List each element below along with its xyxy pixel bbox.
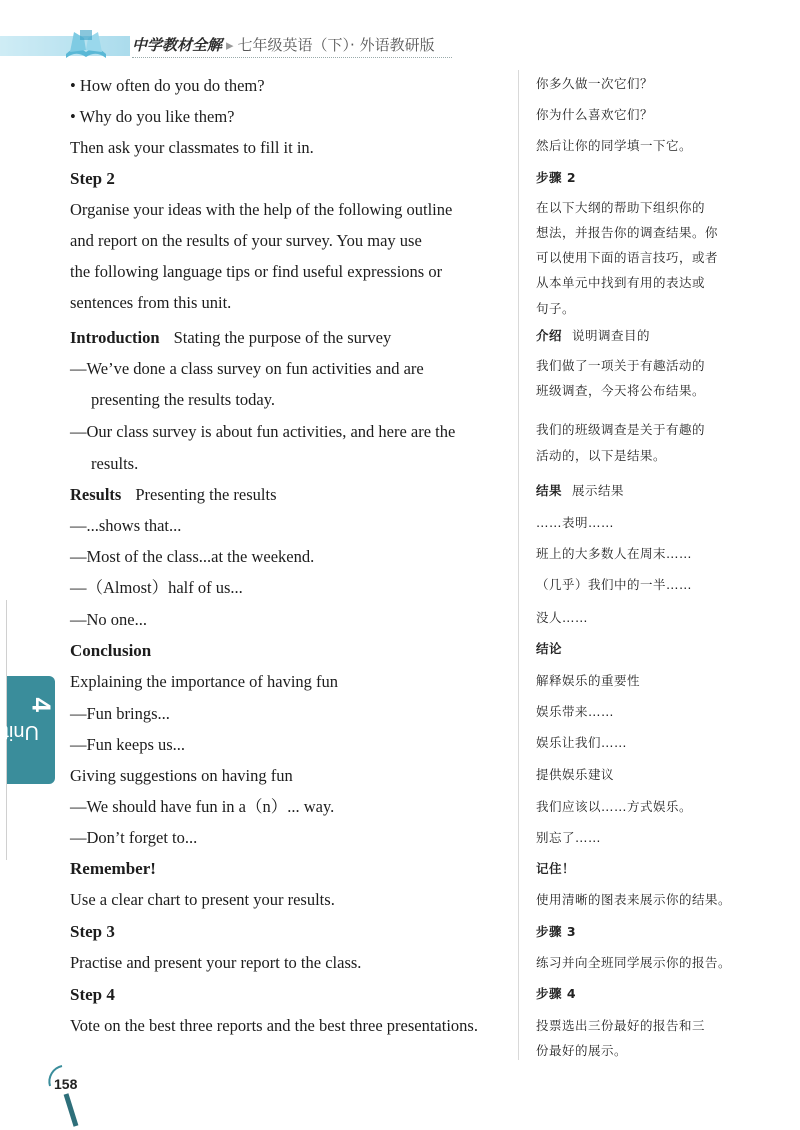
translation-section [536,326,650,346]
translation-line: 我们的班级调查是关于有趣的 [536,422,706,437]
translation-line: 练习并向全班同学展示你的报告。 [536,955,732,970]
translation-line: 娱乐带来…… [536,704,615,719]
page-header [0,0,800,64]
section-heading: Conclusion [70,641,152,660]
section-line [70,328,391,348]
unit-tab [3,676,57,784]
translation-line: 你多久做一次它们？ [536,76,654,91]
text-line: —We’ve done a class survey on fun activities and are [70,359,424,378]
text-line: Use a clear chart to present your results. [70,890,335,909]
section-label: Introduction [70,328,160,347]
unit-number: 4 [26,697,57,712]
text-line: —Fun keeps us... [70,735,186,754]
text-line: —Most of the class...at the weekend. [70,547,315,566]
translation-line: 活动的，以下是结果。 [536,448,667,463]
section-desc: Presenting the results [135,485,277,504]
translation-line: 别忘了…… [536,830,602,845]
translation-heading: 记住！ [536,861,576,876]
translation-line: 班级调查，今天将公布结果。 [536,383,706,398]
translation-heading: 结论 [536,641,563,656]
text-line: presenting the results today. [91,390,276,409]
text-line: and report on the results of your survey. You may use [70,231,422,250]
translation-line: 使用清晰的图表来展示你的结果。 [536,892,732,907]
text-line: —Our class survey is about fun activities, and here are the [70,422,456,441]
header-rule [132,57,452,58]
text-line: • How often do you do them? [70,76,265,95]
translation-line: 我们应该以……方式娱乐。 [536,799,693,814]
text-line: Explaining the importance of having fun [70,672,339,691]
text-line: —We should have fun in a（n）... way. [70,797,335,816]
section-line [70,485,277,505]
text-line: sentences from this unit. [70,293,232,312]
text-line: Giving suggestions on having fun [70,766,293,785]
translation-line: 投票选出三份最好的报告和三 [536,1018,706,1033]
text-line: —Don’t forget to... [70,828,198,847]
translation-heading: 步骤 2 [536,170,577,185]
book-logo-icon [62,26,110,60]
translation-line: 句子。 [536,301,576,316]
translation-line: 提供娱乐建议 [536,767,615,782]
section-desc: Stating the purpose of the survey [173,328,392,347]
text-line: Then ask your classmates to fill it in. [70,138,314,157]
translation-heading: 步骤 4 [536,986,577,1001]
header-title: 中学教材全解 ▸ 七年级英语（下）· 外语教研版 [132,36,435,54]
text-line: Organise your ideas with the help of the following outline [70,200,453,219]
translation-label: 介绍 [536,328,563,343]
translation-label: 结果 [536,483,563,498]
book-title: 中学教材全解 [132,36,223,54]
text-line: Practise and present your report to the class. [70,953,362,972]
translation-line: 娱乐让我们…… [536,735,628,750]
text-line: —...shows that... [70,516,182,535]
translation-line: 想法，并报告你的调查结果。你 [536,225,719,240]
translation-section [536,481,624,501]
translation-line: 在以下大纲的帮助下组织你的 [536,200,706,215]
translation-line: （几乎）我们中的一半…… [536,577,693,592]
page-number [44,1064,80,1100]
step-heading: Step 3 [70,922,115,941]
section-label: Results [70,485,122,504]
translation-desc: 展示结果 [572,483,625,498]
translation-line: 班上的大多数人在周末…… [536,546,693,561]
text-line: Vote on the best three reports and the best three presentations. [70,1016,478,1035]
translation-desc: 说明调查目的 [572,328,651,343]
text-line: —Fun brings... [70,704,170,723]
step-heading: Step 4 [70,985,115,1004]
translation-heading: 步骤 3 [536,924,577,939]
unit-label [3,697,57,758]
translation-line: ……表明…… [536,515,615,530]
text-line: results. [91,454,139,473]
text-line: —（Almost）half of us... [70,578,243,597]
text-line: the following language tips or find useful expressions or [70,262,443,281]
step-heading: Step 2 [70,169,115,188]
translation-line: 然后让你的同学填一下它。 [536,138,693,153]
remember-heading: Remember! [70,859,156,878]
unit-prefix: Unit [3,721,39,743]
translation-line: 从本单元中找到有用的表达或 [536,275,706,290]
book-subtitle: 七年级英语（下）· 外语教研版 [237,36,435,54]
column-divider [518,70,519,1060]
translation-line: 解释娱乐的重要性 [536,673,641,688]
page-number-text: 158 [54,1076,78,1092]
text-line: • Why do you like them? [70,107,235,126]
translation-line: 份最好的展示。 [536,1043,628,1058]
translation-line: 可以使用下面的语言技巧，或者 [536,250,719,265]
translation-line: 我们做了一项关于有趣活动的 [536,358,706,373]
translation-line: 没人…… [536,610,589,625]
translation-line: 你为什么喜欢它们？ [536,107,654,122]
text-line: —No one... [70,610,147,629]
page-number-swoosh-icon [44,1064,84,1130]
